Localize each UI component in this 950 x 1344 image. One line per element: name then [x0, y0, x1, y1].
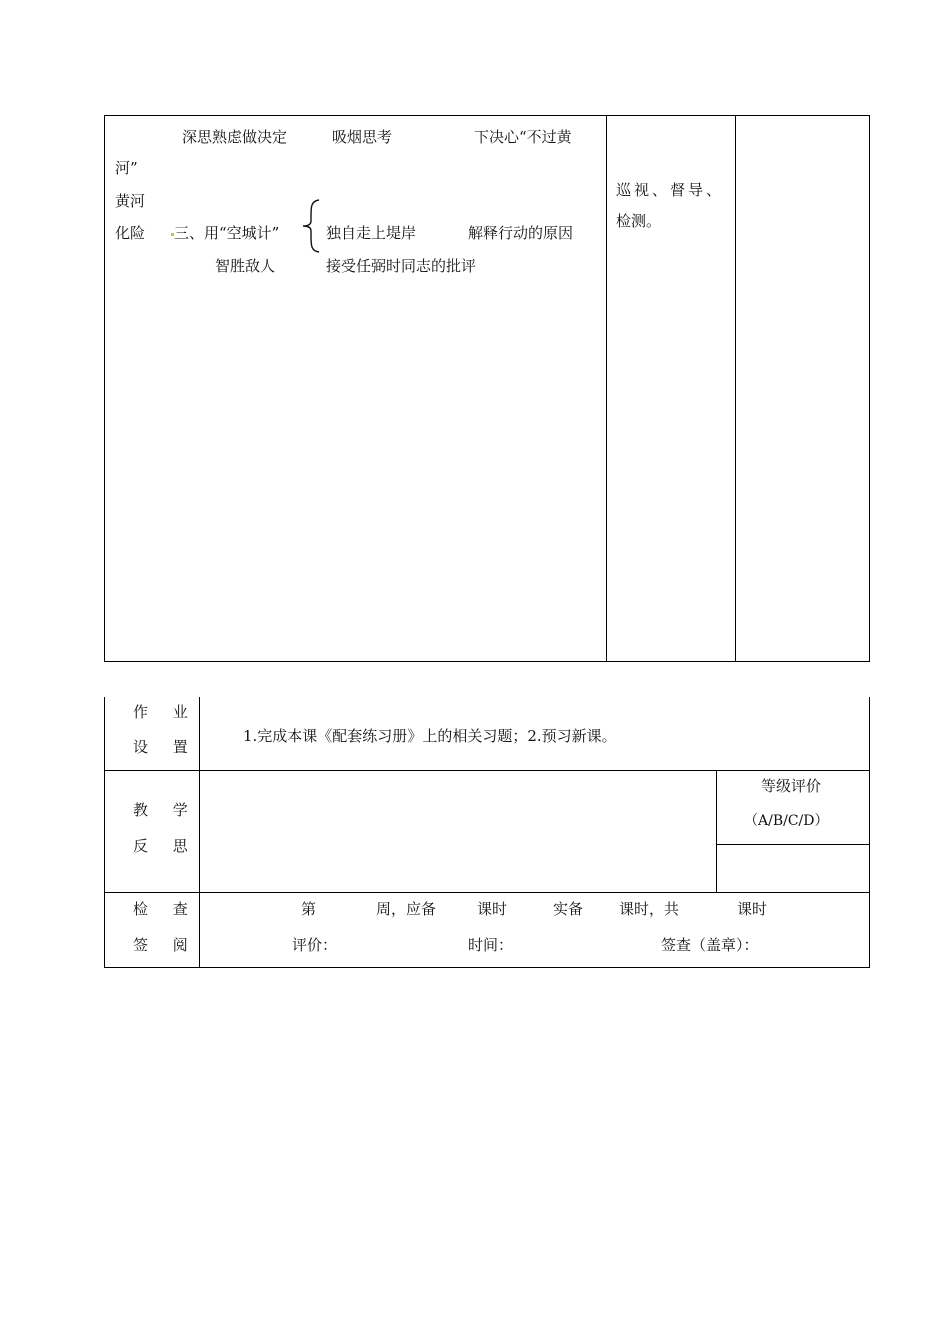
table2-bottom-border [104, 967, 870, 968]
table2-left-border [104, 697, 105, 968]
grade-row-divider [716, 844, 870, 845]
reflection-label-2: 反 思 [133, 837, 198, 855]
inspection-label-1: 检 查 [133, 900, 198, 918]
teacher-activity-line1: 巡视、督导、 [616, 181, 725, 199]
left-label-line1: 黄河 [115, 192, 146, 210]
table1-divider-2 [735, 115, 736, 662]
time-label: 时间： [468, 936, 514, 954]
table1-bottom-border [104, 661, 870, 662]
reflection-label-1: 教 学 [133, 801, 198, 819]
section3-title: 三、用“空城计” [174, 224, 280, 242]
homework-label-1: 作 业 [133, 703, 198, 721]
table2-row-divider-2 [104, 892, 870, 893]
section3-subtitle: 智胜敌人 [215, 257, 276, 275]
grade-label: 等级评价 [761, 777, 822, 795]
table1-divider-1 [606, 115, 607, 662]
table1-top-border [104, 115, 870, 116]
grade-column-divider [716, 770, 717, 893]
inspection-label-2: 签 阅 [133, 936, 198, 954]
table1-left-border [104, 115, 105, 662]
table1-right-border [869, 115, 870, 662]
week-prefix: 第 [301, 900, 317, 918]
hours-label-2: 课时 [737, 900, 768, 918]
table2-label-divider [199, 697, 200, 968]
branch1-note: 解释行动的原因 [468, 224, 574, 242]
left-label-line2: 化险 [115, 224, 146, 242]
smoke-text: 吸烟思考 [332, 128, 393, 146]
teacher-activity-line2: 检测。 [616, 212, 662, 230]
decision-text: 深思熟虑做决定 [182, 128, 288, 146]
table2-right-border [869, 697, 870, 968]
resolve-continued-text: 河” [115, 159, 138, 177]
resolve-text: 下决心“不过黄 [474, 128, 572, 146]
hours-label-1: 课时 [477, 900, 508, 918]
brace-icon [300, 198, 322, 254]
homework-label-2: 设 置 [133, 738, 198, 756]
signature-label: 签查（盖章）： [661, 936, 759, 954]
table2-row-divider-1 [104, 770, 870, 771]
hours-total: 课时，共 [619, 900, 680, 918]
homework-content: 1.完成本课《配套练习册》上的相关习题；2.预习新课。 [243, 727, 617, 745]
evaluation-label: 评价： [292, 936, 338, 954]
branch1-text: 独自走上堤岸 [326, 224, 417, 242]
grade-options: （A/B/C/D） [744, 813, 829, 829]
actual-prepared: 实备 [553, 900, 584, 918]
week-should-prepare: 周，应备 [376, 900, 437, 918]
branch2-text: 接受任弼时同志的批评 [326, 257, 477, 275]
